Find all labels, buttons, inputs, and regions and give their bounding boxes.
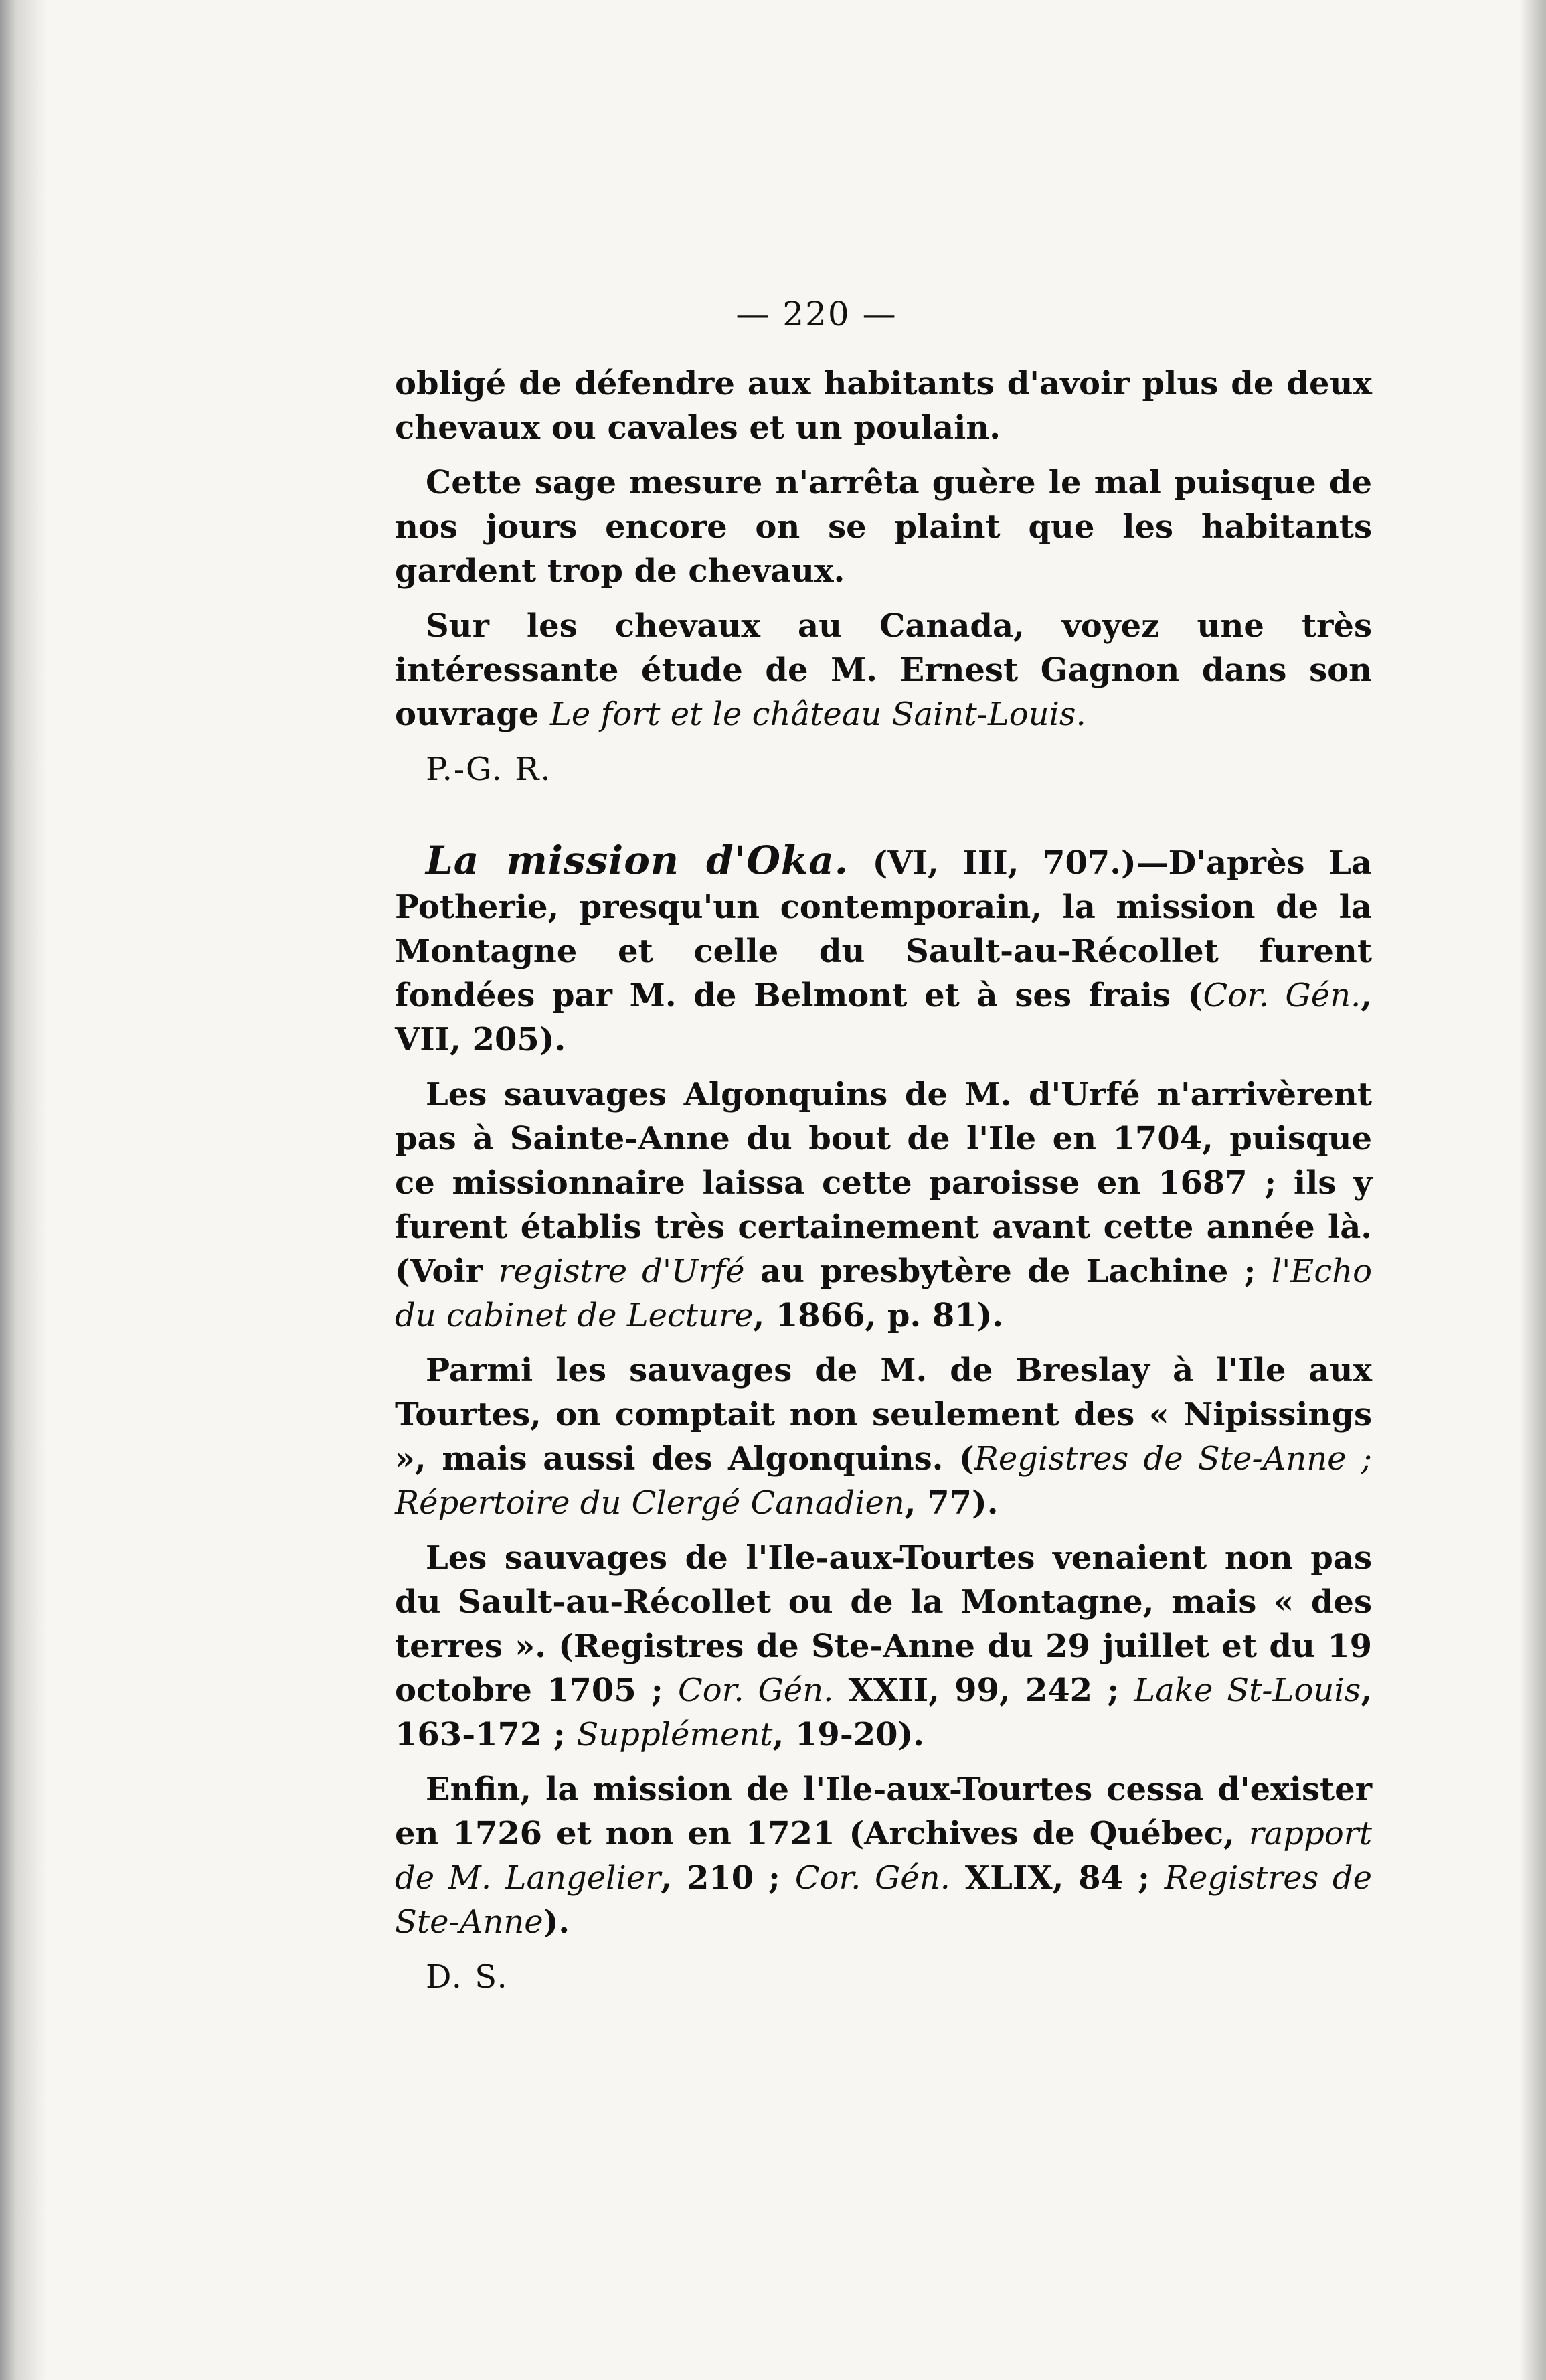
p5-text-a: Les sauvages Algonquins de M. d'Urfé n'arrivèrent pas à Sainte-Anne du bout de l'Ile en 1704, puisque ce missionnaire laissa cette paroisse en 1687 ; ils y furent établis très certainement avant cette année là. (Voir [395,1076,1372,1290]
paragraph-1: obligé de défendre aux habitants d'avoir plus de deux chevaux ou cavales et un poulain. [395,365,1372,447]
p5-text-e: , 1866, p. 81). [753,1297,1004,1334]
p8-ref-rapport: rapport de M. Langelier [395,1815,1372,1897]
paragraph-3-work-title: Le fort et le château Saint-Louis. [550,696,1086,733]
page-body [395,362,1372,2010]
p7-ref-supplement: Supplément [576,1716,773,1753]
paragraph-breslay [395,1348,1372,1525]
p6-ref-registres: Registres de Ste-Anne ; Répertoire du Clergé Canadien [395,1440,1372,1522]
section-ref-cor-gen: Cor. Gén. [1203,977,1361,1014]
p5-ref-registre: registre d'Urfé [498,1253,745,1290]
p8-text-a: Enfin, la mission de l'Ile-aux-Tourtes cessa d'exister en 1726 et non en 1721 (Archives de Québec, [395,1771,1372,1852]
p7-text-c: XXII, 99, 242 ; [833,1672,1134,1709]
p6-text-c: , 77). [904,1484,999,1522]
page-edge-right [1519,0,1546,2380]
signature-ds: D. S. [426,1958,509,1996]
p5-ref-echo: l'Echo du cabinet de Lecture [395,1253,1373,1334]
p7-ref-lake: Lake St-Louis [1134,1672,1361,1709]
section-title: La mission d'Oka. [426,838,849,883]
p8-text-c: , 210 ; [661,1859,795,1897]
page-number: — 220 — [736,295,897,333]
p8-ref-registres: Registres de Ste-Anne [395,1859,1373,1941]
paragraph-3 [395,604,1372,736]
paragraph-algonquins [395,1073,1372,1338]
p8-text-e: XLIX, 84 ; [950,1859,1165,1897]
section-gap [395,802,1372,838]
p7-text-g: , 19-20). [772,1716,924,1753]
p6-text-a: Parmi les sauvages de M. de Breslay à l'Ile aux Tourtes, on comptait non seulement des « Nipissings », mais aussi des Algonquins. ( [395,1352,1372,1478]
paragraph-ile-aux-tourtes [395,1536,1372,1757]
p7-text-e: , 163-172 ; [395,1672,1373,1753]
page-edge-left [0,0,47,2380]
paragraph-3-text: Sur les chevaux au Canada, voyez une très intéressante étude de M. Ernest Gagnon dans son ouvrage [395,607,1372,733]
p8-ref-cor-gen: Cor. Gén. [794,1859,950,1897]
signature-pgr: P.-G. R. [426,750,552,788]
p7-ref-cor-gen: Cor. Gén. [678,1672,834,1709]
p8-text-g: ). [543,1903,570,1941]
section-text-c: , VII, 205). [395,977,1372,1058]
section-oka [395,838,1372,1062]
paragraph-enfin [395,1767,1372,1944]
p5-text-c: au presbytère de Lachine ; [744,1253,1272,1290]
paragraph-2: Cette sage mesure n'arrêta guère le mal puisque de nos jours encore on se plaint que les habitants gardent trop de chevaux. [395,464,1372,590]
p7-text-a: Les sauvages de l'Ile-aux-Tourtes venaient non pas du Sault-au-Récollet ou de la Montagne, mais « des terres ». (Registres de Ste-Anne du 29 juillet et du 19 octobre 1705 ; [395,1539,1372,1709]
section-text-a: (VI, III, 707.)—D'après La Potherie, presqu'un contemporain, la mission de la Montagne et celle du Sault-au-Récollet furent fondées par M. de Belmont et à ses frais ( [395,844,1372,1014]
